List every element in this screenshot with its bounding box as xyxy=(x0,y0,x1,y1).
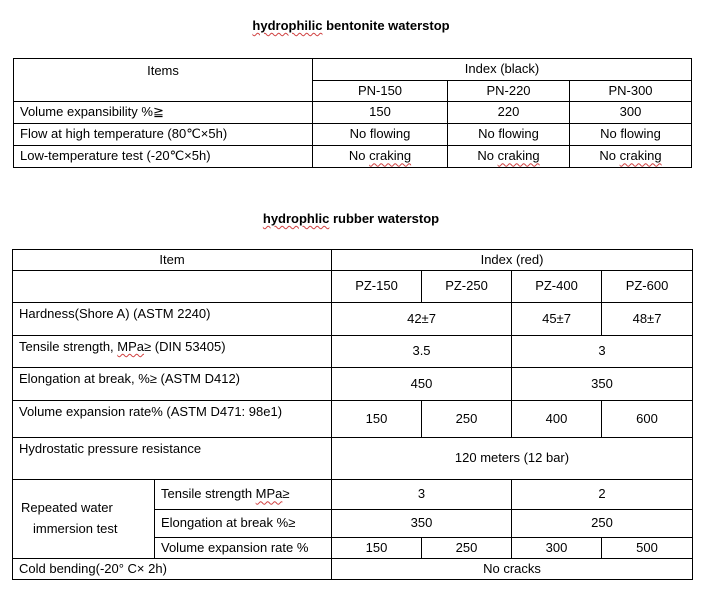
model-pz-150: PZ-150 xyxy=(332,271,422,303)
cell-value: 300 xyxy=(512,538,602,559)
cell-text-flagged: craking xyxy=(619,148,662,164)
cell-value: 45±7 xyxy=(512,303,602,336)
sub-label-elongation: Elongation at break %≥ xyxy=(155,510,332,538)
label-text: Tensile strength xyxy=(161,486,256,502)
label-line: immersion test xyxy=(33,521,118,536)
cell-value: 42±7 xyxy=(332,303,512,336)
cell-value: 220 xyxy=(448,102,570,124)
label-text-flagged: MPa xyxy=(117,339,145,354)
cell-value: 150 xyxy=(332,538,422,559)
cell-text: No xyxy=(477,148,498,164)
table-row xyxy=(13,303,693,336)
table-row xyxy=(14,102,692,124)
model-pz-400: PZ-400 xyxy=(512,271,602,303)
sub-label-volume: Volume expansion rate % xyxy=(155,538,332,559)
table-row xyxy=(13,401,693,438)
cell-text: No xyxy=(599,148,620,164)
cell-value: 250 xyxy=(512,510,693,538)
cell-value: No flowing xyxy=(570,124,692,146)
cell-value: 250 xyxy=(422,401,512,438)
cell-value: No flowing xyxy=(313,124,448,146)
cell-text: No xyxy=(348,148,370,164)
table-row xyxy=(13,559,693,580)
row-label-hardness: Hardness(Shore A) (ASTM 2240) xyxy=(13,303,332,336)
cell-value: 400 xyxy=(512,401,602,438)
header-index-red: Index (red) xyxy=(332,250,693,271)
cell-value: 120 meters (12 bar) xyxy=(332,438,693,480)
bentonite-table xyxy=(13,58,692,168)
cell-value xyxy=(448,146,570,168)
cell-text-flagged: craking xyxy=(369,148,412,164)
cell-value: 2 xyxy=(512,480,693,510)
cell-value: 600 xyxy=(602,401,693,438)
cell-value: 300 xyxy=(570,102,692,124)
model-pz-600: PZ-600 xyxy=(602,271,693,303)
row-label-low-temp-test: Low-temperature test (-20℃×5h) xyxy=(14,146,313,168)
cell-value: 350 xyxy=(332,510,512,538)
table-row xyxy=(13,438,693,480)
row-label-volume-expansion: Volume expansion rate% (ASTM D471: 98e1) xyxy=(13,401,332,438)
model-pn-220: PN-220 xyxy=(448,81,570,102)
label-text-flagged: MPa xyxy=(255,486,283,502)
model-pn-300: PN-300 xyxy=(570,81,692,102)
bentonite-title-word: hydrophilic xyxy=(252,18,323,33)
label-text: ≥ xyxy=(282,486,290,502)
bentonite-title-rest: bentonite waterstop xyxy=(322,18,450,33)
table-row xyxy=(13,368,693,401)
rubber-title xyxy=(0,211,702,226)
row-label-elongation: Elongation at break, %≥ (ASTM D412) xyxy=(13,368,332,401)
label-text: Tensile strength, xyxy=(19,339,118,354)
header-item: Item xyxy=(13,250,332,271)
row-label-cold-bending: Cold bending(-20° C× 2h) xyxy=(13,559,332,580)
cell-value: 250 xyxy=(422,538,512,559)
row-label-flow-high-temp: Flow at high temperature (80℃×5h) xyxy=(14,124,313,146)
rubber-title-word: hydrophlic xyxy=(262,211,330,226)
cell-value: No flowing xyxy=(448,124,570,146)
row-label-repeated-immersion xyxy=(13,480,155,559)
header-index-black: Index (black) xyxy=(313,59,692,81)
rubber-title-rest: rubber waterstop xyxy=(329,211,440,226)
cell-value: No cracks xyxy=(332,559,693,580)
row-label-tensile-strength xyxy=(13,336,332,368)
blank-cell xyxy=(13,271,332,303)
cell-value: 150 xyxy=(332,401,422,438)
label-line: Repeated water xyxy=(21,500,113,516)
cell-value xyxy=(570,146,692,168)
cell-value: 48±7 xyxy=(602,303,693,336)
label-text: ≥ (DIN 53405) xyxy=(144,339,226,354)
table-row xyxy=(13,250,693,271)
table-row xyxy=(13,336,693,368)
table-row xyxy=(13,271,693,303)
table-row xyxy=(14,146,692,168)
cell-value: 500 xyxy=(602,538,693,559)
cell-value: 450 xyxy=(332,368,512,401)
model-pn-150: PN-150 xyxy=(313,81,448,102)
sub-label-tensile xyxy=(155,480,332,510)
header-items: Items xyxy=(14,59,313,102)
row-label-hydrostatic: Hydrostatic pressure resistance xyxy=(13,438,332,480)
table-row xyxy=(14,124,692,146)
table-row xyxy=(14,59,692,81)
model-pz-250: PZ-250 xyxy=(422,271,512,303)
cell-value: 150 xyxy=(313,102,448,124)
bentonite-title xyxy=(0,18,702,33)
cell-value: 350 xyxy=(512,368,693,401)
table-row xyxy=(13,480,693,510)
row-label-volume-expansibility: Volume expansibility %≧ xyxy=(14,102,313,124)
cell-value xyxy=(313,146,448,168)
cell-text-flagged: craking xyxy=(497,148,540,164)
cell-value: 3.5 xyxy=(332,336,512,368)
cell-value: 3 xyxy=(332,480,512,510)
rubber-table xyxy=(12,249,693,580)
cell-value: 3 xyxy=(512,336,693,368)
